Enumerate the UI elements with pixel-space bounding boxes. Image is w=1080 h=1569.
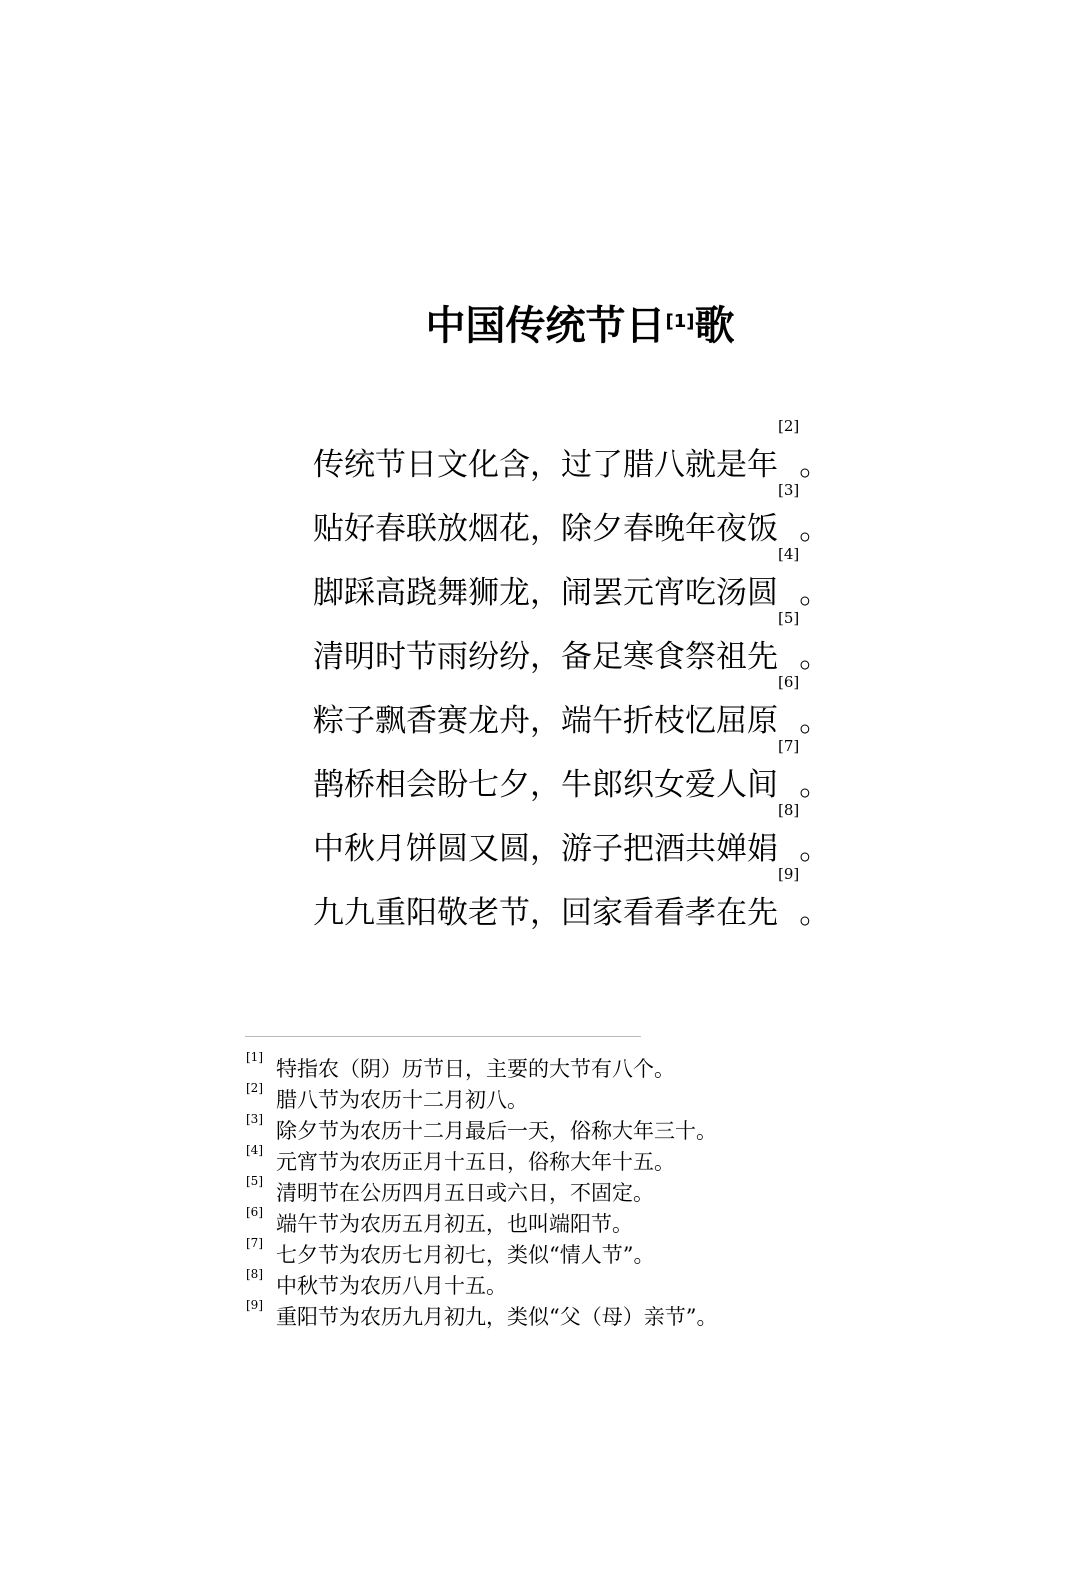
footnote-mark: [1]: [246, 1050, 263, 1064]
footnote-mark: [7]: [246, 1236, 263, 1250]
poem-line-text: 粽子飘香赛龙舟，端午折枝忆屈原: [313, 703, 778, 739]
poem-line-end: 。: [799, 447, 831, 483]
poem-line: [313, 673, 831, 753]
footnote-text: 七夕节为农历七月初七，类似“情人节”。: [276, 1243, 655, 1267]
poem-line: [313, 417, 831, 497]
title-text-end: 歌: [694, 303, 735, 349]
poem: [313, 417, 831, 945]
footnote: [246, 1205, 717, 1240]
footnote: [246, 1236, 717, 1271]
poem-line-text: 鹊桥相会盼七夕，牛郎织女爱人间: [313, 767, 778, 803]
poem-line-end: 。: [799, 639, 831, 675]
footnote: [246, 1143, 717, 1178]
footnote: [246, 1298, 718, 1333]
footnote-mark: [5]: [246, 1174, 263, 1188]
footnote-text: 除夕节为农历十二月最后一天，俗称大年三十。: [276, 1119, 717, 1143]
poem-line-end: 。: [799, 703, 831, 739]
poem-line-text: 中秋月饼圆又圆，游子把酒共婵娟: [313, 831, 778, 867]
footnote-separator: [245, 1036, 641, 1037]
footnote-ref[interactable]: [4]: [778, 545, 800, 563]
footnote-mark: [4]: [246, 1143, 263, 1157]
footnote-ref[interactable]: [5]: [778, 609, 800, 627]
poem-line-text: 贴好春联放烟花，除夕春晚年夜饭: [313, 511, 778, 547]
poem-line: [313, 481, 831, 561]
footnote-ref[interactable]: [3]: [778, 481, 800, 499]
footnote-mark: [8]: [246, 1267, 263, 1281]
poem-line: [313, 801, 831, 881]
footnote-ref[interactable]: [6]: [778, 673, 800, 691]
footnote-mark: [6]: [246, 1205, 263, 1219]
footnote-text: 重阳节为农历九月初九，类似“父（母）亲节”。: [276, 1305, 718, 1329]
footnote-ref[interactable]: [7]: [778, 737, 800, 755]
footnote-ref[interactable]: [2]: [778, 417, 800, 435]
footnote: [246, 1050, 717, 1085]
footnote: [246, 1267, 717, 1302]
footnotes: [246, 1050, 718, 1333]
title-text: 中国传统节日: [425, 303, 666, 349]
footnote-text: 特指农（阴）历节日，主要的大节有八个。: [276, 1057, 675, 1081]
poem-line-text: 清明时节雨纷纷，备足寒食祭祖先: [313, 639, 778, 675]
footnote-text: 端午节为农历五月初五，也叫端阳节。: [276, 1212, 633, 1236]
footnote-text: 元宵节为农历正月十五日，俗称大年十五。: [276, 1150, 675, 1174]
footnote-mark: [2]: [246, 1081, 263, 1095]
poem-line-end: 。: [799, 895, 831, 931]
footnote-mark: [3]: [246, 1112, 263, 1126]
page-title: [0, 296, 1080, 356]
footnote-text: 腊八节为农历十二月初八。: [276, 1088, 528, 1112]
poem-line-text: 脚踩高跷舞狮龙，闹罢元宵吃汤圆: [313, 575, 778, 611]
poem-line: [313, 865, 831, 945]
footnote-mark: [9]: [246, 1298, 263, 1312]
footnote-ref[interactable]: [9]: [778, 865, 800, 883]
poem-line-text: 传统节日文化含，过了腊八就是年: [313, 447, 778, 483]
footnote: [246, 1081, 717, 1116]
footnote-text: 中秋节为农历八月十五。: [276, 1274, 507, 1298]
footnote: [246, 1174, 717, 1209]
poem-line-end: 。: [799, 575, 831, 611]
title-footnote-ref[interactable]: [1]: [665, 311, 695, 332]
poem-line-end: 。: [799, 831, 831, 867]
footnote: [246, 1112, 717, 1147]
poem-line: [313, 609, 831, 689]
poem-line: [313, 737, 831, 817]
poem-line-end: 。: [799, 511, 831, 547]
footnote-ref[interactable]: [8]: [778, 801, 800, 819]
poem-line: [313, 545, 831, 625]
footnote-text: 清明节在公历四月五日或六日，不固定。: [276, 1181, 654, 1205]
poem-line-text: 九九重阳敬老节，回家看看孝在先: [313, 895, 778, 931]
poem-line-end: 。: [799, 767, 831, 803]
